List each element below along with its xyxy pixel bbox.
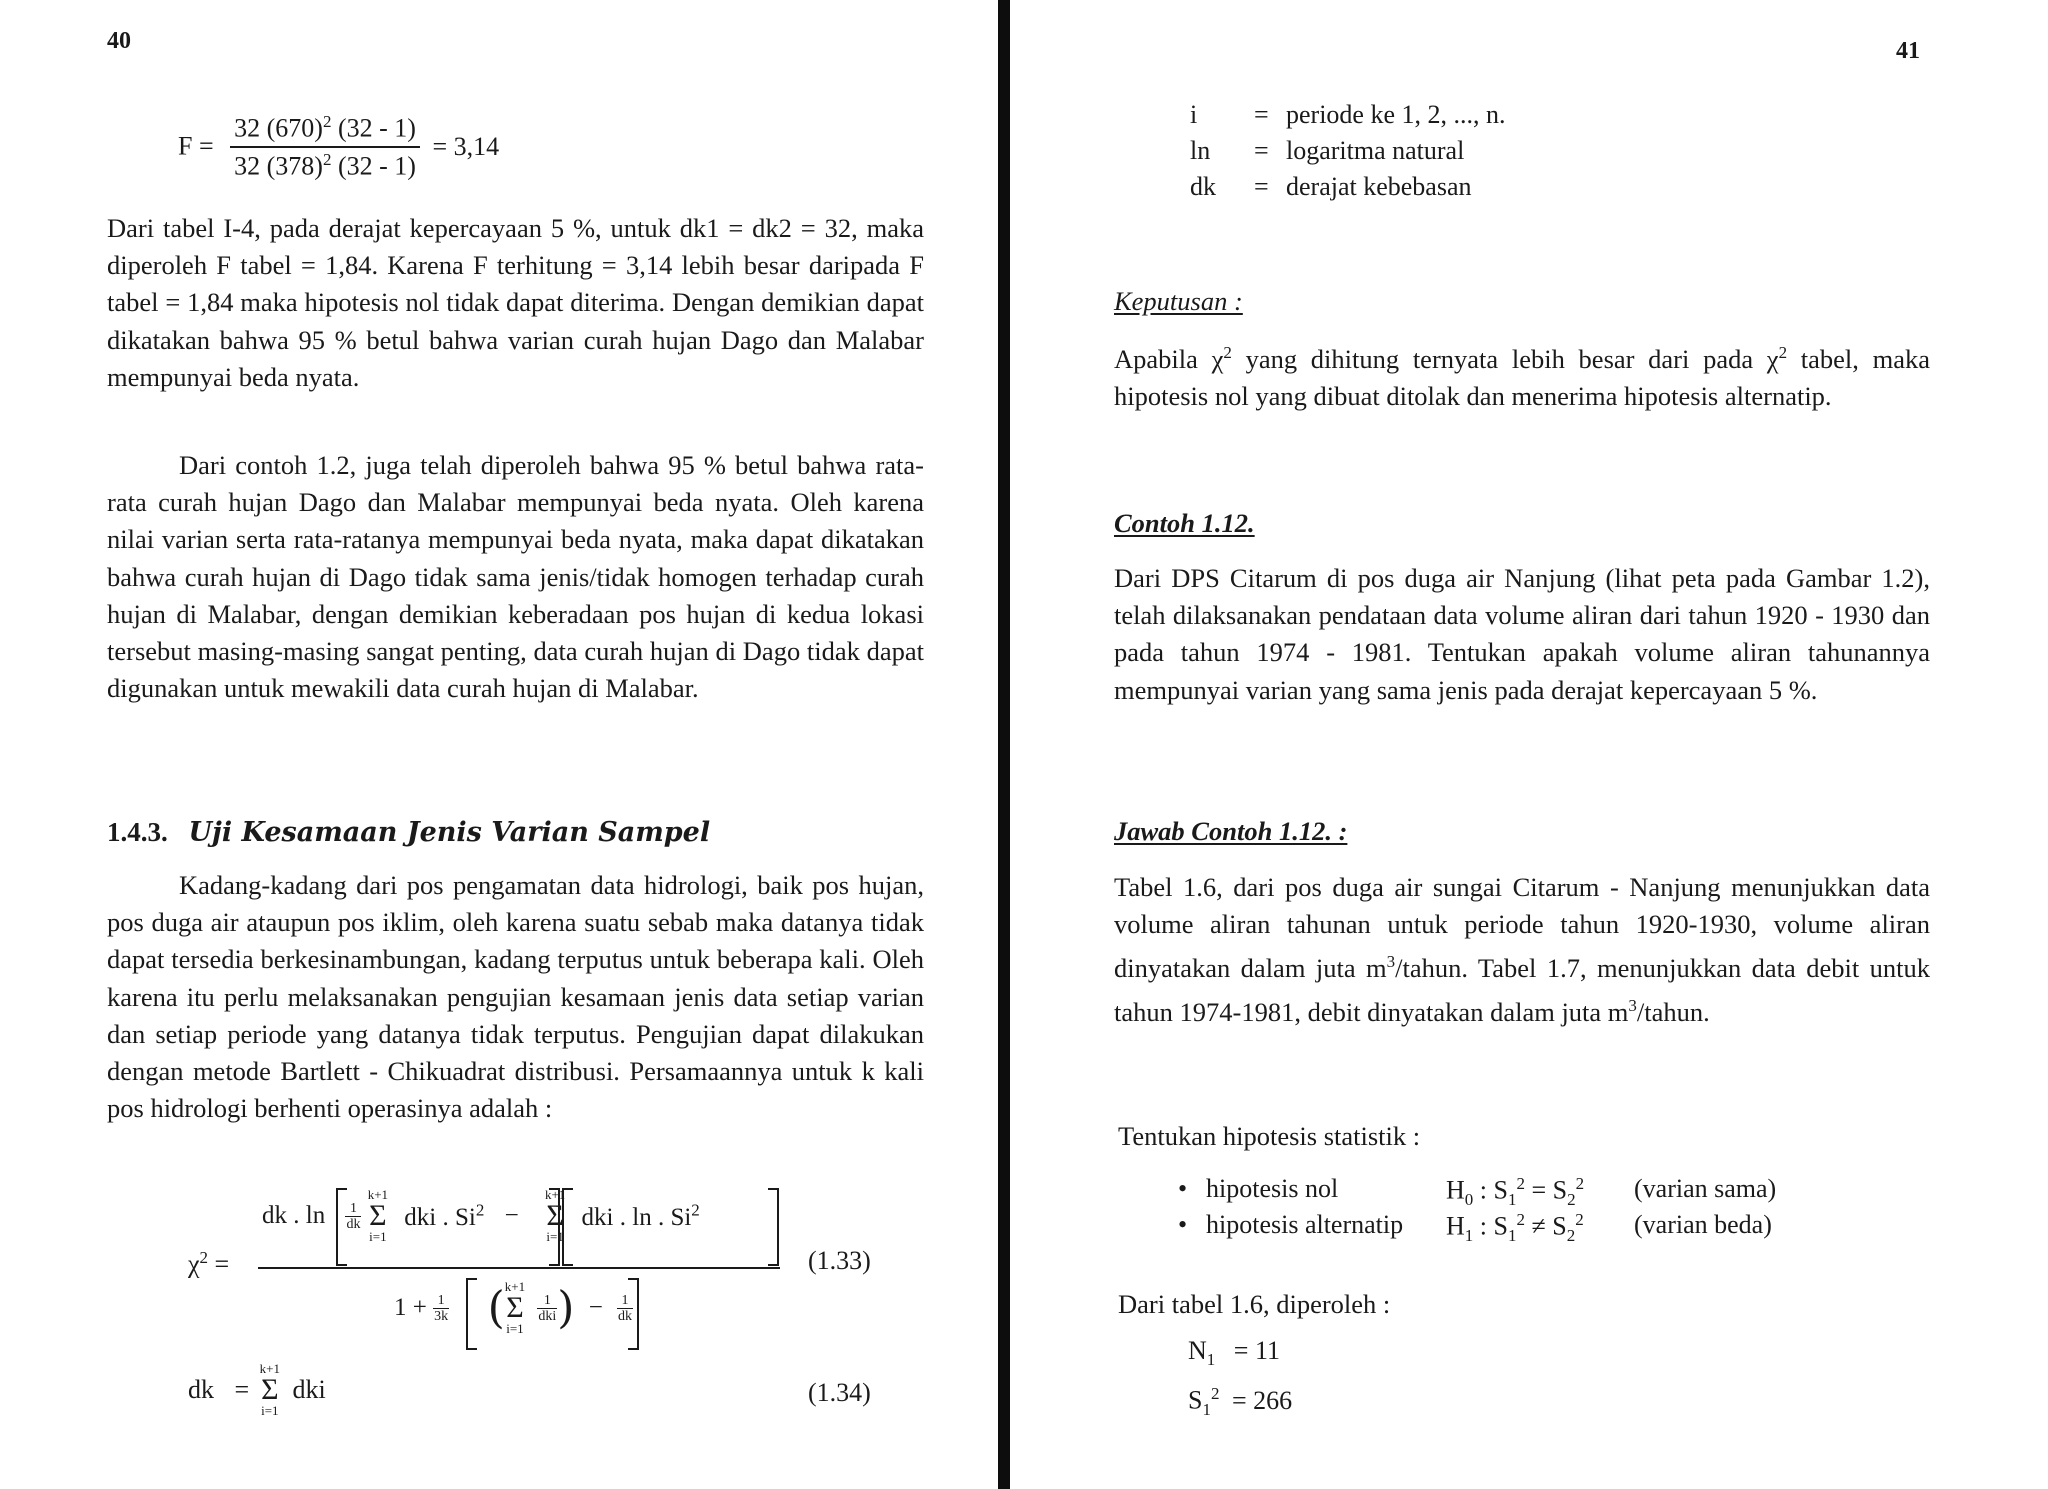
- hypothesis-name: hipotesis nol: [1206, 1174, 1339, 1203]
- eq133-one-plus: 1 +: [394, 1294, 427, 1321]
- eq133-sum-3: [505, 1280, 525, 1336]
- keputusan-text-b: yang dihitung ternyata lebih besar dari pada χ: [1231, 343, 1779, 374]
- frac-one: 1: [617, 1293, 633, 1309]
- eq134-sum: [260, 1362, 280, 1418]
- definition-row-ln: [1190, 136, 1690, 172]
- m3-exp-2: 3: [1628, 996, 1637, 1016]
- eq133-term2: dki . ln . Si: [581, 1203, 692, 1231]
- hypothesis-alt-row: [1178, 1210, 1978, 1246]
- sigma-symbol: Σ: [546, 1199, 564, 1232]
- formula-f-denominator: 32 (378): [234, 151, 323, 181]
- eq133-sum-1: [368, 1188, 388, 1244]
- eq133-minus: −: [504, 1202, 519, 1229]
- equation-number-1-34: (1.34): [808, 1378, 871, 1407]
- formula-f: [178, 112, 499, 181]
- paragraph-dago-malabar: Dari contoh 1.2, juga telah diperoleh bahwa 95 % betul bahwa rata-rata curah hujan Dago dan Malabar mempunyai beda nyata. Oleh karena nilai varian serta rata-ratanya mempunyai beda nyata, maka dapat dikatakan bahwa curah hujan di Dago tidak sama jenis/tidak homogen terhadap curah hujan di Malabar, dengan demikian keberadaan pos hujan di kedua lokasi tersebut masing-masing sangat penting, data curah hujan di Dago tidak dapat digunakan untuk mewakili data curah hujan di Malabar.: [107, 450, 924, 704]
- eq133-lhs: [188, 1248, 229, 1280]
- jawab-text-b: /tahun. Tabel 1.7, menunjukkan data debit untuk tahun 1974-1981, debit dinyatakan dalam juta m: [1114, 953, 1930, 1028]
- definition-symbol: ln: [1190, 136, 1211, 165]
- chi-exp-1: 2: [1223, 343, 1232, 362]
- jawab-label: Jawab Contoh 1.12. :: [1114, 816, 1348, 846]
- frac-dk: dk: [618, 1308, 633, 1324]
- frac-one: 1: [537, 1293, 557, 1309]
- bullet-icon: •: [1178, 1210, 1188, 1239]
- definition-equals: =: [1254, 172, 1269, 201]
- hypothesis-name: hipotesis alternatip: [1206, 1210, 1404, 1239]
- eq133-frac-1-3k: [433, 1293, 449, 1324]
- jawab-text-a: Tabel 1.6, dari pos duga air sungai Citarum - Nanjung menunjukkan data volume aliran tahunan untuk periode tahun 1920-1930, volume aliran dinyatakan dalam juta m: [1114, 872, 1930, 984]
- definition-description: derajat kebebasan: [1286, 172, 1472, 201]
- contoh-paragraph: Dari DPS Citarum di pos duga air Nanjung (lihat peta pada Gambar 1.2), telah dilaksanakan pendataan data volume aliran dari tahun 1920 - 1930 dan pada tahun 1974 - 1981. Tentukan apakah volume aliran tahunannya mempunyai varian yang sama jenis pada derajat kepercayaan 5 %.: [1114, 563, 1930, 705]
- paragraph-f-test-result: Dari tabel I-4, pada derajat kepercayaan 5 %, untuk dk1 = dk2 = 32, maka diperoleh F tabel = 1,84. Karena F terhitung = 3,14 lebih besar daripada F tabel = 1,84 maka hipotesis nol tidak dapat diterima. Dengan demikian dapat dikatakan bahwa 95 % betul bahwa varian curah hujan Dago dan Malabar mempunyai beda nyata.: [107, 213, 924, 392]
- section-title: Uji Kesamaan Jenis Varian Sampel: [188, 817, 711, 848]
- bracket-right-1: [549, 1188, 560, 1266]
- bracket-left-2: [562, 1188, 573, 1266]
- frac-3k: 3k: [434, 1308, 449, 1324]
- definition-row-i: [1190, 100, 1690, 136]
- section-number: 1.4.3.: [107, 817, 168, 847]
- definition-symbol: i: [1190, 100, 1198, 129]
- formula-f-den-exponent: 2: [322, 149, 332, 169]
- frac-one: 1: [433, 1293, 449, 1309]
- left-page: [0, 0, 1000, 1489]
- keputusan-text-c: tabel, maka hipotesis nol yang dibuat ditolak dan menerima hipotesis alternatip.: [1114, 343, 1930, 412]
- eq133-minus-2: −: [588, 1294, 603, 1321]
- sigma-symbol: Σ: [506, 1291, 524, 1324]
- sigma-symbol: Σ: [369, 1199, 387, 1232]
- keputusan-label: Keputusan :: [1114, 286, 1243, 316]
- sum-bottom: i=1: [261, 1403, 279, 1418]
- hypothesis-note: (varian sama): [1634, 1174, 1777, 1203]
- eq133-fraction-line: [258, 1267, 780, 1269]
- term1-exponent: 2: [475, 1200, 485, 1220]
- m3-exp-1: 3: [1386, 952, 1396, 972]
- sum-top: k+1: [259, 1361, 281, 1376]
- hypothesis-note: (varian beda): [1634, 1210, 1772, 1239]
- eq134-lhs: dk: [188, 1375, 214, 1404]
- n1-value: [1188, 1336, 1280, 1370]
- s1-exponent: 2: [1210, 1384, 1220, 1403]
- sum-top: k+1: [367, 1187, 389, 1202]
- s1-value: [1188, 1384, 1292, 1420]
- eq133-numerator: [262, 1188, 700, 1244]
- right-page: [1012, 0, 2048, 1489]
- jawab-paragraph: [1114, 869, 1930, 1031]
- keputusan-paragraph: [1114, 334, 1930, 415]
- definition-row-dk: [1190, 172, 1690, 208]
- bracket-right-2: [768, 1188, 779, 1266]
- paragraph-uji-kesamaan: Kadang-kadang dari pos pengamatan data hidrologi, baik pos hujan, pos duga air ataupun pos iklim, oleh karena suatu sebab maka datanya tidak dapat tersedia berkesinambungan, kadang terputus untuk beberapa kali. Oleh karena itu perlu melaksanakan pengujian kesamaan jenis data setiap varian dan setiap periode yang datanya tidak terputus. Pengujian dapat dilakukan dengan metode Bartlett - Chikuadrat distribusi. Persamaannya untuk k kali pos hidrologi berhenti operasinya adalah :: [107, 870, 924, 1124]
- formula-f-num-exponent: 2: [322, 112, 332, 131]
- hypothesis-null-row: [1178, 1174, 1978, 1210]
- eq134-equals: =: [234, 1375, 250, 1404]
- formula-f-den-tail: (32 - 1): [331, 151, 416, 181]
- eq134-body: [188, 1362, 326, 1418]
- n1-val: = 11: [1233, 1336, 1280, 1365]
- bracket-left-3: [466, 1278, 477, 1350]
- definition-description: logaritma natural: [1286, 136, 1465, 165]
- contoh-label: Contoh 1.12.: [1114, 508, 1255, 538]
- bracket-left-1: [336, 1188, 347, 1266]
- frac-dki: dki: [538, 1308, 557, 1324]
- n1-subscript: 1: [1206, 1350, 1216, 1370]
- eq133-dk-ln: dk . ln: [262, 1202, 326, 1229]
- sum-bottom: i=1: [369, 1229, 387, 1244]
- definition-symbol: dk: [1190, 172, 1216, 201]
- keputusan-text-a: Apabila χ: [1114, 343, 1224, 374]
- section-heading: [107, 817, 710, 848]
- dari-tabel-text: Dari tabel 1.6, diperoleh :: [1118, 1289, 1391, 1319]
- frac-one: 1: [345, 1201, 361, 1217]
- n1-symbol: N: [1188, 1336, 1207, 1365]
- s1-subscript: 1: [1202, 1399, 1211, 1419]
- page-number-left: 40: [107, 28, 131, 54]
- sum-top: k+1: [544, 1187, 566, 1202]
- formula-f-fraction: [230, 112, 420, 181]
- chi-exponent: 2: [199, 1248, 209, 1267]
- bracket-right-3: [628, 1278, 639, 1350]
- formula-f-lhs: F =: [178, 131, 214, 161]
- hypothesis-expression: $H_0$ : $S_1^2 = S_2^2$: [1446, 1174, 1585, 1209]
- formula-f-num-tail: (32 - 1): [331, 113, 416, 143]
- eq133-frac-1-dki: [537, 1293, 557, 1324]
- chi-symbol: χ: [188, 1249, 200, 1279]
- equation-number-1-33: (1.33): [808, 1246, 871, 1275]
- s1-val: = 266: [1231, 1385, 1293, 1415]
- hypothesis-expression: $H_1$ : $S_1^2 \ne S_2^2$: [1446, 1210, 1584, 1245]
- definition-description: periode ke 1, 2, ..., n.: [1286, 100, 1506, 129]
- definition-equals: =: [1254, 100, 1269, 129]
- frac-dk: dk: [346, 1216, 361, 1232]
- page-number-right: 41: [1896, 38, 1920, 64]
- s1-symbol: S: [1188, 1385, 1203, 1415]
- tentukan-hipotesis: Tentukan hipotesis statistik :: [1118, 1121, 1421, 1151]
- jawab-text-c: /tahun.: [1636, 997, 1710, 1028]
- eq134-term: dki: [292, 1375, 326, 1404]
- sigma-symbol: Σ: [261, 1373, 279, 1406]
- sum-top: k+1: [504, 1279, 526, 1294]
- eq133-denominator: 1 + $\frac{1}{3k}$ ( k+1 Σ i=1 $\frac{1}{\text{dki}}$ ) − $\frac{1}{dk}$: [394, 1279, 633, 1336]
- bullet-icon: •: [1178, 1174, 1188, 1203]
- eq133-equals: =: [214, 1249, 230, 1279]
- definition-equals: =: [1254, 136, 1269, 165]
- term2-exponent: 2: [691, 1200, 700, 1220]
- book-spine: [998, 0, 1010, 1489]
- formula-f-result: = 3,14: [432, 131, 500, 161]
- eq133-frac-1-dk: [345, 1201, 361, 1232]
- chi-exp-2: 2: [1778, 343, 1788, 362]
- sum-bottom: i=1: [546, 1229, 564, 1244]
- sum-bottom: i=1: [506, 1321, 524, 1336]
- eq133-term1: dki . Si: [404, 1203, 476, 1231]
- formula-f-numerator: 32 (670): [234, 113, 323, 143]
